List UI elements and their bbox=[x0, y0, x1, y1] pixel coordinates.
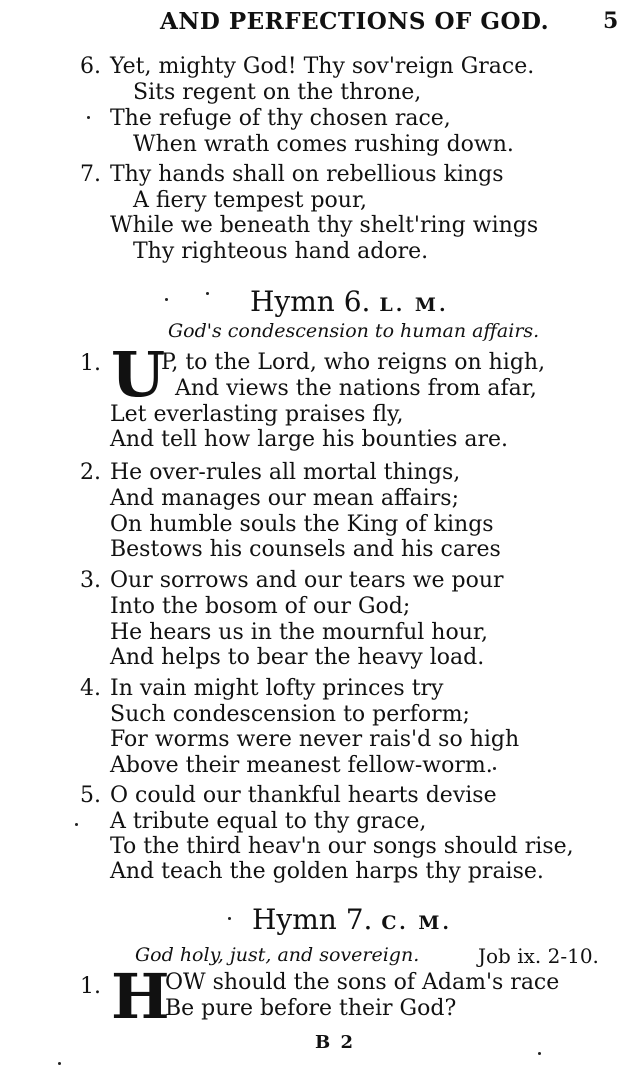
verse-line: In vain might lofty princes try bbox=[110, 676, 444, 701]
verse-line: And teach the golden harps thy praise. bbox=[110, 859, 544, 884]
verse-line: Above their meanest fellow-worm. bbox=[110, 753, 493, 778]
hymn-7-heading bbox=[252, 904, 452, 939]
verse-line: Such condescension to perform; bbox=[110, 702, 470, 727]
stanza-number: 1. bbox=[80, 974, 101, 999]
verse-line: Our sorrows and our tears we pour bbox=[110, 568, 504, 593]
ink-speck bbox=[206, 292, 209, 295]
scripture-reference: Job ix. 2-10. bbox=[478, 944, 599, 968]
drop-cap: H bbox=[111, 960, 170, 1033]
verse-line: Into the bosom of our God; bbox=[110, 594, 411, 619]
verse-line: A fiery tempest pour, bbox=[133, 188, 368, 213]
running-head: AND PERFECTIONS OF GOD. bbox=[160, 8, 550, 35]
stanza-number: 3. bbox=[80, 568, 101, 593]
ink-speck bbox=[538, 1052, 541, 1055]
hymn-6-heading bbox=[250, 286, 449, 321]
verse-line: And helps to bear the heavy load. bbox=[110, 645, 485, 670]
drop-cap: U bbox=[111, 338, 166, 411]
verse-line: For worms were never rais'd so high bbox=[110, 727, 520, 752]
verse-line: Bestows his counsels and his cares bbox=[110, 537, 501, 562]
hymn-title: Hymn 7. bbox=[252, 903, 373, 936]
verse-line: While we beneath thy shelt'ring wings bbox=[110, 213, 539, 238]
ink-speck bbox=[228, 917, 231, 920]
ink-speck bbox=[165, 298, 168, 301]
stanza-number: 1. bbox=[80, 351, 101, 376]
verse-line: On humble souls the King of kings bbox=[110, 512, 494, 537]
hymn-meter: L. M. bbox=[379, 294, 449, 316]
stanza-number: 2. bbox=[80, 460, 101, 485]
verse-line: Let everlasting praises fly, bbox=[110, 402, 404, 427]
page-number: 5 bbox=[603, 8, 619, 34]
verse-line: He hears us in the mournful hour, bbox=[110, 620, 488, 645]
verse-line: Yet, mighty God! Thy sov'reign Grace. bbox=[110, 54, 535, 79]
verse-line: And views the nations from afar, bbox=[175, 376, 537, 401]
ink-speck bbox=[58, 1062, 61, 1065]
hymn-subtitle: God holy, just, and sovereign. bbox=[135, 944, 420, 966]
verse-line: P, to the Lord, who reigns on high, bbox=[161, 350, 546, 375]
verse-line: O could our thankful hearts devise bbox=[110, 783, 497, 808]
verse-line: The refuge of thy chosen race, bbox=[110, 106, 451, 131]
verse-line: Thy righteous hand adore. bbox=[133, 239, 429, 264]
hymn-title: Hymn 6. bbox=[250, 285, 371, 318]
ink-speck bbox=[75, 823, 78, 826]
verse-line: Thy hands shall on rebellious kings bbox=[110, 162, 504, 187]
stanza-number: 7. bbox=[80, 162, 101, 187]
verse-line: To the third heav'n our songs should rise, bbox=[110, 834, 574, 859]
verse-line: When wrath comes rushing down. bbox=[133, 132, 514, 157]
ink-speck bbox=[493, 767, 496, 770]
verse-line: And tell how large his bounties are. bbox=[110, 427, 509, 452]
printer-signature: B 2 bbox=[315, 1032, 356, 1053]
verse-line: A tribute equal to thy grace, bbox=[110, 809, 427, 834]
stanza-number: 6. bbox=[80, 54, 101, 79]
stanza-number: 5. bbox=[80, 783, 101, 808]
stanza-number: 4. bbox=[80, 676, 101, 701]
hymn-meter: C. M. bbox=[381, 912, 453, 934]
verse-line: He over-rules all mortal things, bbox=[110, 460, 461, 485]
hymn-subtitle: God's condescension to human affairs. bbox=[168, 320, 540, 342]
verse-line: And manages our mean affairs; bbox=[110, 486, 459, 511]
verse-line: Sits regent on the throne, bbox=[133, 80, 422, 105]
verse-line: OW should the sons of Adam's race bbox=[165, 970, 560, 995]
verse-line: Be pure before their God? bbox=[165, 996, 457, 1021]
ink-speck bbox=[87, 116, 90, 119]
